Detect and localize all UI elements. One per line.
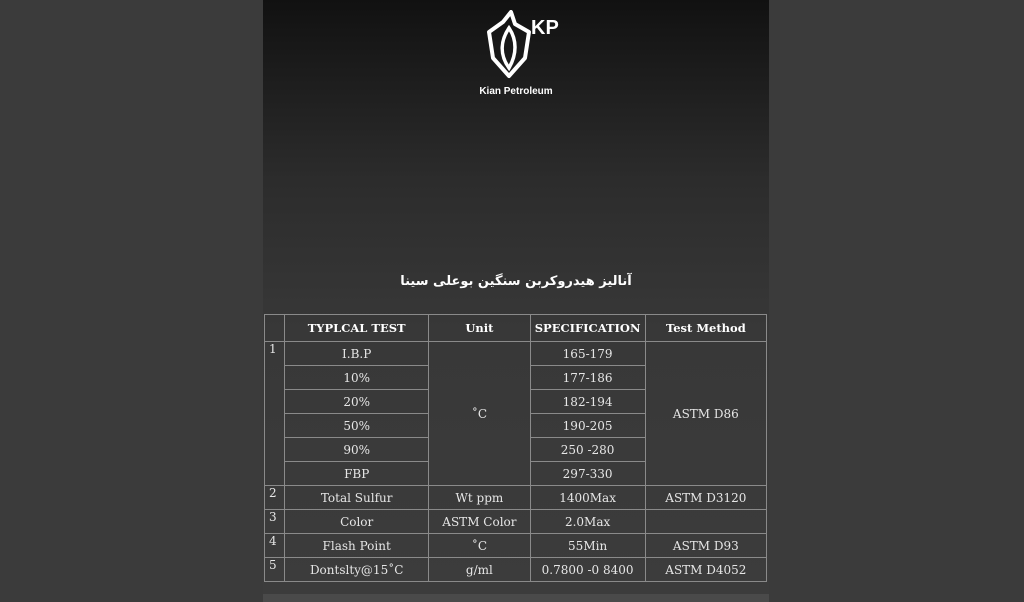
brand-name: Kian Petroleum (479, 86, 553, 97)
spec-value: 165-179 (530, 342, 645, 366)
table-row (265, 534, 767, 558)
test-name: 20% (285, 390, 429, 414)
row-number: 1 (265, 342, 285, 486)
test-name: FBP (285, 462, 429, 486)
spec-value: 55Min (530, 534, 645, 558)
logo-letters: KP (531, 17, 559, 39)
spec-value: 250 -280 (530, 438, 645, 462)
test-name: Flash Point (285, 534, 429, 558)
test-name: 10% (285, 366, 429, 390)
table-row (265, 510, 767, 534)
test-name: Dontslty@15˚C (285, 558, 429, 582)
header-specification: SPECIFICATION (530, 315, 645, 342)
unit-value: g/ml (429, 558, 530, 582)
specification-table (264, 314, 767, 582)
header-test-method: Test Method (645, 315, 766, 342)
unit-value: ˚C (429, 342, 530, 486)
row-number: 5 (265, 558, 285, 582)
test-method-value (645, 510, 766, 534)
left-background (0, 0, 263, 602)
table-row (265, 342, 767, 366)
row-number: 3 (265, 510, 285, 534)
spec-value: 1400Max (530, 486, 645, 510)
row-number: 2 (265, 486, 285, 510)
row-number: 4 (265, 534, 285, 558)
kian-petroleum-logo (481, 10, 561, 82)
document-title: آنالیز هیدروکربن سنگین بوعلی سینا (400, 274, 632, 289)
table-header-row (265, 315, 767, 342)
test-name: 90% (285, 438, 429, 462)
test-method-value: ASTM D86 (645, 342, 766, 486)
spec-value: 2.0Max (530, 510, 645, 534)
table-row (265, 486, 767, 510)
test-name: 50% (285, 414, 429, 438)
spec-value: 297-330 (530, 462, 645, 486)
header-test: TYPLCAL TEST (285, 315, 429, 342)
spec-value: 177-186 (530, 366, 645, 390)
unit-value: ˚C (429, 534, 530, 558)
table-row (265, 558, 767, 582)
spec-value: 182-194 (530, 390, 645, 414)
spec-value: 190-205 (530, 414, 645, 438)
header-number (265, 315, 285, 342)
test-method-value: ASTM D4052 (645, 558, 766, 582)
test-method-value: ASTM D93 (645, 534, 766, 558)
header-unit: Unit (429, 315, 530, 342)
document-page (263, 0, 769, 602)
test-name: I.B.P (285, 342, 429, 366)
flame-inner-icon (502, 28, 515, 68)
unit-value: ASTM Color (429, 510, 530, 534)
right-background (769, 0, 1024, 602)
test-name: Total Sulfur (285, 486, 429, 510)
test-name: Color (285, 510, 429, 534)
test-method-value: ASTM D3120 (645, 486, 766, 510)
spec-value: 0.7800 -0 8400 (530, 558, 645, 582)
bottom-strip (263, 594, 769, 602)
unit-value: Wt ppm (429, 486, 530, 510)
